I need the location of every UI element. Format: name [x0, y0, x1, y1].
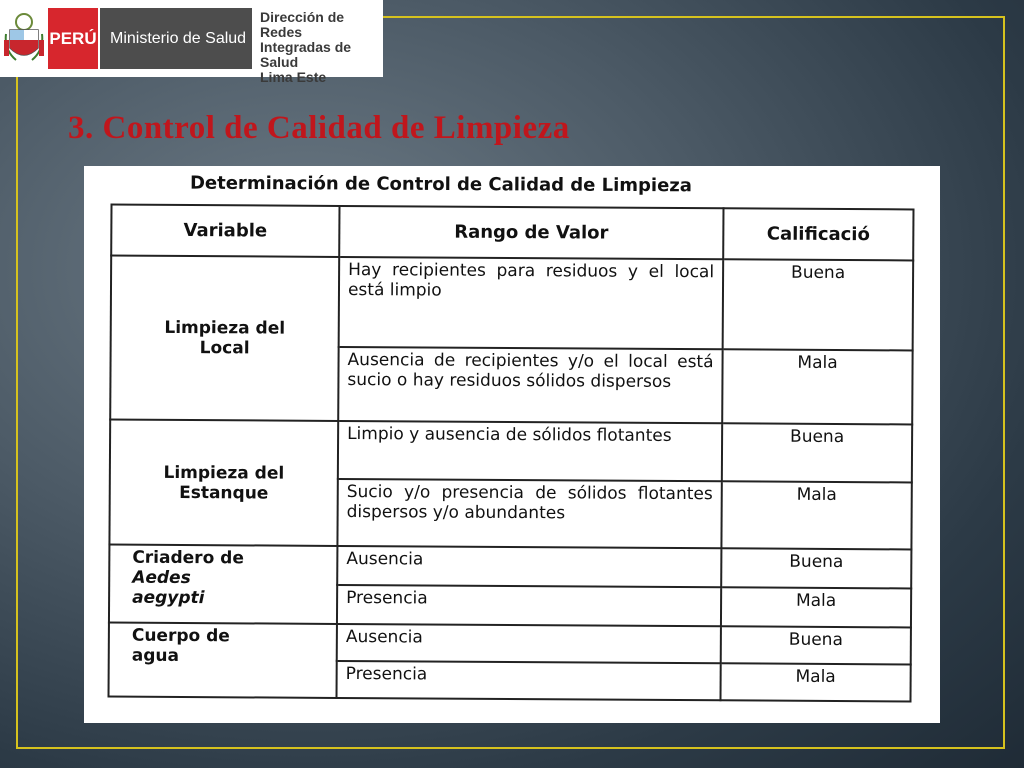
peru-label: PERÚ [48, 8, 98, 69]
variable-text: Estanque [179, 482, 269, 504]
scanned-document [84, 166, 940, 723]
header-variable: Variable [111, 205, 339, 258]
grade-cell: Mala [721, 587, 911, 627]
direccion-line-3: Lima Este [260, 69, 327, 85]
variable-text-italic: aegypti [132, 587, 205, 609]
grade-cell: Buena [721, 626, 911, 664]
range-cell: Ausencia de recipientes y/o el local está sucio o hay residuos sólidos dispersos [338, 347, 722, 423]
direccion-line-1: Dirección de Redes [260, 9, 345, 40]
variable-cell [109, 623, 337, 698]
header-rango: Rango de Valor [339, 206, 723, 260]
direccion-line-2: Integradas de Salud [260, 39, 352, 70]
variable-cell [109, 545, 337, 624]
variable-text: agua [131, 645, 180, 667]
range-cell: Ausencia [337, 546, 721, 587]
range-cell: Presencia [337, 585, 721, 626]
range-cell: Presencia [337, 661, 721, 700]
grade-cell: Buena [723, 260, 914, 351]
header-calificacion: Calificació [723, 208, 913, 260]
range-cell: Limpio y ausencia de sólidos flotantes [338, 421, 722, 481]
grade-cell: Mala [720, 663, 910, 701]
table-row [109, 623, 911, 665]
grade-cell: Mala [721, 481, 911, 550]
grade-cell: Buena [721, 549, 911, 589]
ministerio-label: Ministerio de Salud [98, 8, 252, 69]
variable-cell [109, 420, 338, 546]
peru-coat-of-arms-icon [0, 0, 48, 77]
grade-cell: Mala [722, 350, 912, 425]
variable-text-italic: Aedes [132, 567, 191, 589]
table-row [110, 420, 912, 482]
range-cell: Sucio y/o presencia de sólidos flotantes dispersos y/o abundantes [337, 479, 721, 549]
variable-text: Limpieza del [163, 462, 285, 484]
table-row [111, 256, 914, 351]
variable-text: Cuerpo de [131, 625, 230, 647]
document-title: Determinación de Control de Calidad de Limpieza [189, 172, 692, 197]
header-logo-bar [0, 0, 383, 85]
range-cell: Ausencia [337, 624, 721, 663]
variable-cell [110, 256, 339, 421]
quality-control-table [107, 204, 914, 703]
table-header-row [111, 205, 913, 261]
variable-text: Limpieza del [164, 318, 286, 339]
grade-cell: Buena [722, 424, 912, 483]
table-row [109, 545, 911, 589]
slide-title: 3. Control de Calidad de Limpieza [68, 110, 570, 146]
direccion-label [252, 0, 383, 85]
variable-text: Criadero de [132, 547, 244, 569]
variable-text: Local [199, 338, 250, 359]
range-cell: Hay recipientes para residuos y el local está limpio [339, 257, 724, 350]
